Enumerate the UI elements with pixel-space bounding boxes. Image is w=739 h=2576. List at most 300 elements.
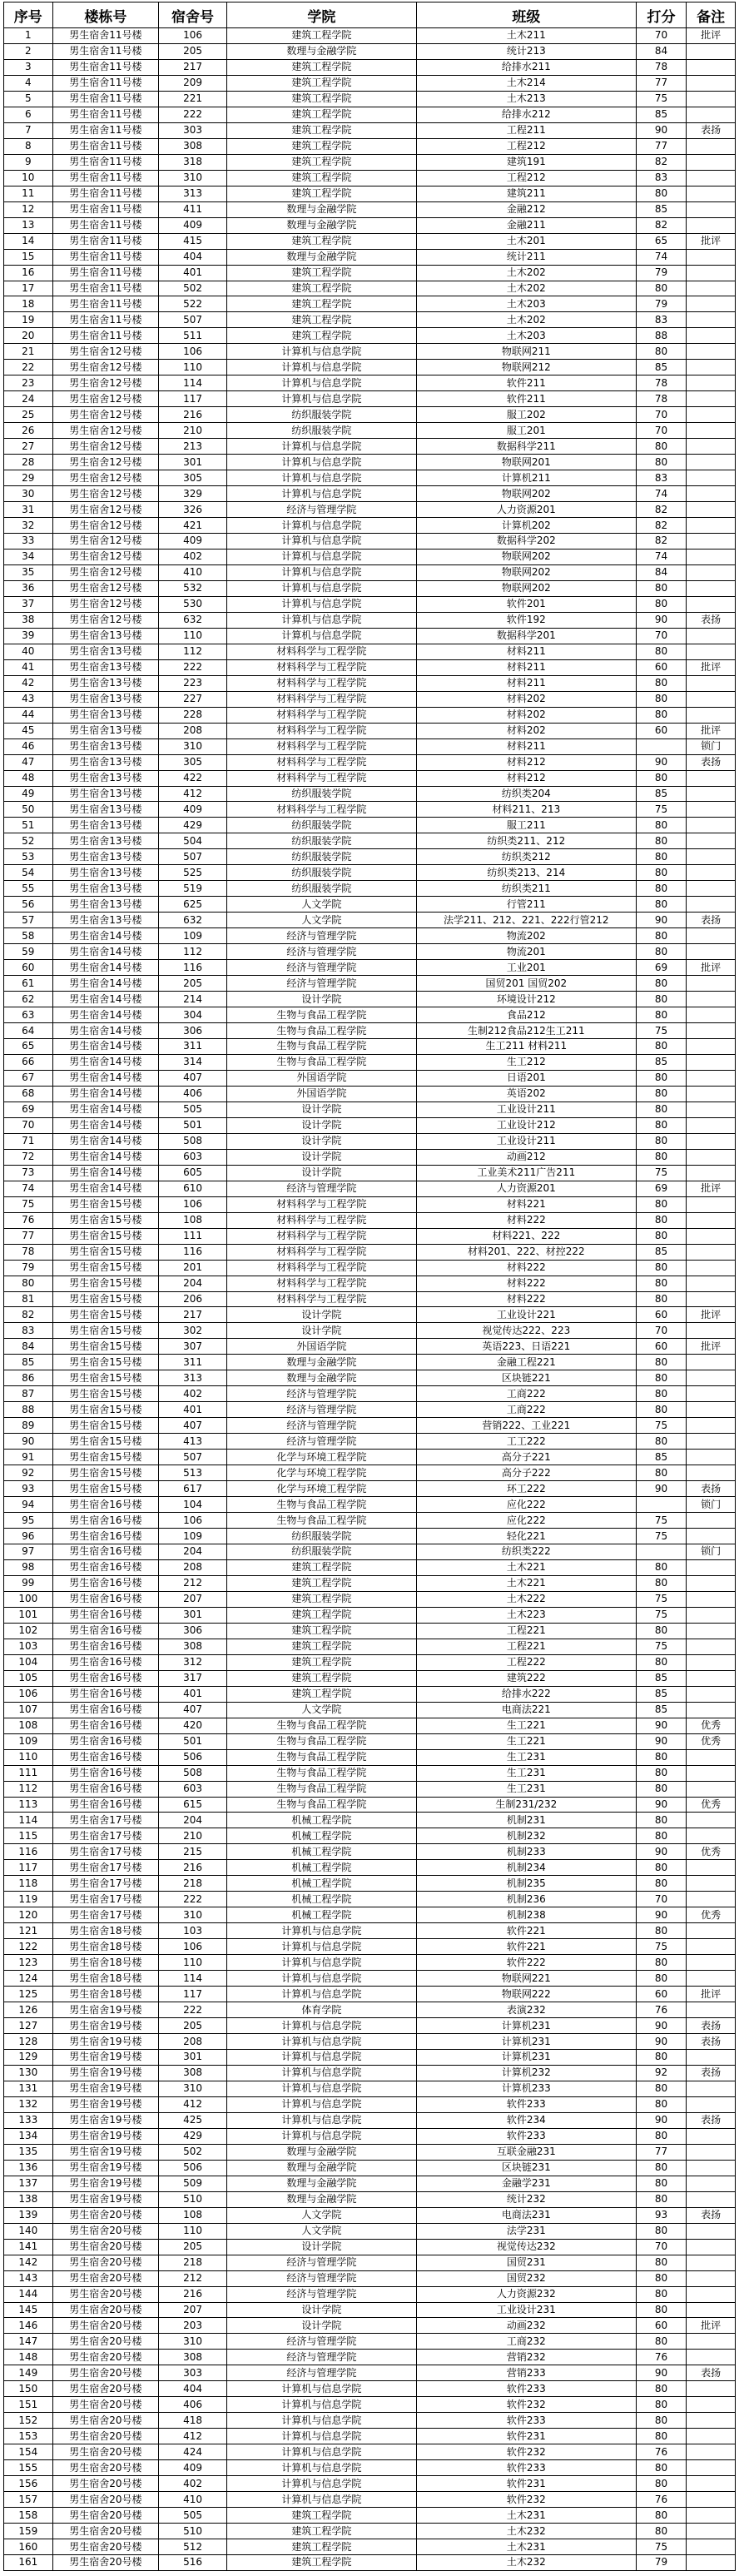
cell-index: 130 — [4, 2065, 53, 2081]
header-remark: 备注 — [687, 2, 736, 28]
cell-building: 男生宿舍13号楼 — [52, 628, 159, 644]
cell-score: 60 — [636, 1339, 687, 1355]
cell-index: 93 — [4, 1481, 53, 1497]
table-row — [4, 2476, 736, 2492]
cell-class: 材料211 — [416, 675, 636, 691]
cell-index: 32 — [4, 518, 53, 534]
table-row — [4, 1086, 736, 1102]
cell-room: 311 — [159, 1039, 227, 1055]
cell-remark — [687, 328, 736, 344]
cell-remark — [687, 2050, 736, 2066]
cell-building: 男生宿舍12号楼 — [52, 360, 159, 375]
cell-score: 90 — [636, 2365, 687, 2381]
cell-index: 22 — [4, 360, 53, 375]
cell-index: 33 — [4, 534, 53, 550]
cell-score: 80 — [636, 2160, 687, 2176]
table-row — [4, 1117, 736, 1133]
table-row — [4, 928, 736, 944]
cell-remark — [687, 564, 736, 580]
table-row — [4, 1039, 736, 1055]
cell-room: 516 — [159, 2555, 227, 2571]
cell-room: 407 — [159, 1702, 227, 1718]
cell-building: 男生宿舍18号楼 — [52, 1923, 159, 1939]
cell-class: 土木231 — [416, 2539, 636, 2555]
cell-room: 308 — [159, 1639, 227, 1654]
table-row — [4, 2255, 736, 2270]
cell-index: 1 — [4, 28, 53, 44]
table-row — [4, 691, 736, 707]
cell-class: 机制234 — [416, 1860, 636, 1876]
cell-building: 男生宿舍19号楼 — [52, 2050, 159, 2066]
cell-score: 75 — [636, 1418, 687, 1434]
cell-building: 男生宿舍16号楼 — [52, 1733, 159, 1749]
cell-score: 70 — [636, 423, 687, 439]
cell-room: 112 — [159, 944, 227, 960]
cell-score: 85 — [636, 1244, 687, 1260]
table-row — [4, 375, 736, 391]
table-row — [4, 612, 736, 628]
cell-score: 80 — [636, 2223, 687, 2239]
cell-building: 男生宿舍12号楼 — [52, 549, 159, 564]
cell-class: 土木202 — [416, 281, 636, 296]
cell-index: 66 — [4, 1054, 53, 1070]
cell-index: 142 — [4, 2255, 53, 2270]
cell-score: 80 — [636, 1370, 687, 1386]
cell-remark: 优秀 — [687, 1718, 736, 1733]
cell-building: 男生宿舍19号楼 — [52, 2144, 159, 2160]
cell-building: 男生宿舍20号楼 — [52, 2286, 159, 2302]
cell-score: 78 — [636, 391, 687, 407]
cell-college: 材料科学与工程学院 — [226, 1212, 416, 1228]
cell-remark — [687, 881, 736, 897]
cell-class: 软件231 — [416, 2476, 636, 2492]
cell-college: 生物与食品工程学院 — [226, 1497, 416, 1513]
table-row — [4, 2002, 736, 2018]
cell-class: 物联网201 — [416, 455, 636, 470]
cell-building: 男生宿舍16号楼 — [52, 1718, 159, 1733]
cell-room: 406 — [159, 1086, 227, 1102]
cell-score: 80 — [636, 1070, 687, 1086]
cell-score: 90 — [636, 2034, 687, 2050]
cell-building: 男生宿舍13号楼 — [52, 675, 159, 691]
cell-class: 土木221 — [416, 1559, 636, 1575]
cell-index: 127 — [4, 2018, 53, 2034]
cell-index: 23 — [4, 375, 53, 391]
cell-index: 116 — [4, 1844, 53, 1860]
cell-class: 土木202 — [416, 265, 636, 281]
cell-building: 男生宿舍20号楼 — [52, 2476, 159, 2492]
cell-remark — [687, 2334, 736, 2350]
cell-score: 80 — [636, 865, 687, 881]
cell-remark — [687, 1860, 736, 1876]
cell-class: 给排水212 — [416, 107, 636, 122]
cell-class: 建筑222 — [416, 1670, 636, 1686]
table-row — [4, 2508, 736, 2524]
cell-building: 男生宿舍11号楼 — [52, 28, 159, 44]
cell-room: 306 — [159, 1023, 227, 1039]
cell-college: 材料科学与工程学院 — [226, 1276, 416, 1291]
cell-class: 软件222 — [416, 1955, 636, 1971]
cell-class: 工程221 — [416, 1639, 636, 1654]
cell-class: 给排水211 — [416, 59, 636, 75]
cell-index: 118 — [4, 1876, 53, 1892]
cell-building: 男生宿舍12号楼 — [52, 391, 159, 407]
cell-index: 152 — [4, 2413, 53, 2429]
cell-room: 206 — [159, 1291, 227, 1307]
cell-class: 工工222 — [416, 1434, 636, 1450]
table-row — [4, 644, 736, 659]
cell-room: 412 — [159, 2096, 227, 2112]
cell-room: 424 — [159, 2444, 227, 2460]
table-row — [4, 897, 736, 913]
cell-building: 男生宿舍11号楼 — [52, 201, 159, 217]
cell-room: 110 — [159, 1955, 227, 1971]
cell-building: 男生宿舍20号楼 — [52, 2397, 159, 2413]
header-index: 序号 — [4, 2, 53, 28]
cell-score: 75 — [636, 802, 687, 818]
header-college: 学院 — [226, 2, 416, 28]
cell-room: 313 — [159, 1370, 227, 1386]
cell-remark — [687, 2413, 736, 2429]
table-row — [4, 1923, 736, 1939]
cell-college: 数理与金融学院 — [226, 2160, 416, 2176]
table-row — [4, 2318, 736, 2334]
cell-remark — [687, 1039, 736, 1055]
cell-room: 306 — [159, 1623, 227, 1639]
cell-college: 建筑工程学院 — [226, 122, 416, 138]
cell-score: 75 — [636, 1939, 687, 1955]
table-row — [4, 2191, 736, 2207]
cell-room: 114 — [159, 375, 227, 391]
cell-remark — [687, 486, 736, 502]
cell-remark — [687, 1529, 736, 1544]
cell-index: 111 — [4, 1765, 53, 1781]
cell-college: 材料科学与工程学院 — [226, 1196, 416, 1212]
cell-remark — [687, 1291, 736, 1307]
cell-class: 软件221 — [416, 1939, 636, 1955]
cell-index: 112 — [4, 1781, 53, 1797]
cell-college: 生物与食品工程学院 — [226, 1797, 416, 1813]
cell-score: 75 — [636, 2539, 687, 2555]
cell-score: 80 — [636, 976, 687, 992]
table-row — [4, 154, 736, 170]
table-row — [4, 2176, 736, 2191]
table-row — [4, 1276, 736, 1291]
cell-room: 213 — [159, 439, 227, 455]
cell-remark — [687, 154, 736, 170]
cell-remark — [687, 1465, 736, 1481]
cell-class: 材料202 — [416, 723, 636, 738]
cell-room: 205 — [159, 976, 227, 992]
cell-room: 429 — [159, 818, 227, 833]
cell-class: 计算机232 — [416, 2065, 636, 2081]
cell-college: 计算机与信息学院 — [226, 2476, 416, 2492]
table-row — [4, 2270, 736, 2286]
cell-score: 80 — [636, 2096, 687, 2112]
cell-remark: 批评 — [687, 960, 736, 976]
cell-index: 89 — [4, 1418, 53, 1434]
cell-remark — [687, 439, 736, 455]
cell-score: 70 — [636, 407, 687, 423]
cell-college: 建筑工程学院 — [226, 186, 416, 201]
cell-remark — [687, 2096, 736, 2112]
cell-college: 设计学院 — [226, 992, 416, 1007]
cell-index: 90 — [4, 1434, 53, 1450]
table-row — [4, 1797, 736, 1813]
table-row — [4, 75, 736, 91]
cell-index: 96 — [4, 1529, 53, 1544]
cell-building: 男生宿舍17号楼 — [52, 1860, 159, 1876]
cell-index: 117 — [4, 1860, 53, 1876]
cell-remark: 表扬 — [687, 1481, 736, 1497]
cell-room: 402 — [159, 1386, 227, 1402]
cell-college: 外国语学院 — [226, 1086, 416, 1102]
cell-remark — [687, 1828, 736, 1844]
cell-room: 326 — [159, 502, 227, 518]
cell-score: 80 — [636, 833, 687, 849]
cell-building: 男生宿舍12号楼 — [52, 344, 159, 360]
cell-remark — [687, 596, 736, 612]
cell-score: 80 — [636, 1086, 687, 1102]
cell-index: 147 — [4, 2334, 53, 2350]
cell-room: 109 — [159, 1529, 227, 1544]
table-row — [4, 2460, 736, 2476]
cell-college: 生物与食品工程学院 — [226, 1765, 416, 1781]
cell-college: 生物与食品工程学院 — [226, 1781, 416, 1797]
cell-index: 145 — [4, 2302, 53, 2318]
cell-room: 505 — [159, 2508, 227, 2524]
cell-building: 男生宿舍11号楼 — [52, 170, 159, 186]
cell-class: 软件233 — [416, 2381, 636, 2397]
cell-score: 80 — [636, 2460, 687, 2476]
cell-room: 205 — [159, 2018, 227, 2034]
cell-building: 男生宿舍18号楼 — [52, 1939, 159, 1955]
table-row — [4, 1339, 736, 1355]
cell-room: 510 — [159, 2524, 227, 2539]
cell-room: 106 — [159, 1196, 227, 1212]
cell-college: 纺织服装学院 — [226, 833, 416, 849]
cell-remark — [687, 628, 736, 644]
cell-class: 英语223、日语221 — [416, 1339, 636, 1355]
cell-score: 90 — [636, 754, 687, 770]
cell-score: 60 — [636, 659, 687, 675]
cell-class: 纺织类211、212 — [416, 833, 636, 849]
table-row — [4, 2081, 736, 2096]
cell-score: 80 — [636, 2429, 687, 2444]
cell-college: 纺织服装学院 — [226, 818, 416, 833]
cell-index: 26 — [4, 423, 53, 439]
cell-building: 男生宿舍12号楼 — [52, 375, 159, 391]
header-building: 楼栋号 — [52, 2, 159, 28]
cell-room: 507 — [159, 849, 227, 865]
cell-score: 60 — [636, 1307, 687, 1323]
cell-college: 计算机与信息学院 — [226, 2492, 416, 2508]
cell-remark — [687, 992, 736, 1007]
table-row — [4, 596, 736, 612]
cell-college: 经济与管理学院 — [226, 1181, 416, 1196]
cell-college: 机械工程学院 — [226, 1860, 416, 1876]
cell-score: 80 — [636, 1386, 687, 1402]
cell-index: 102 — [4, 1623, 53, 1639]
cell-remark — [687, 644, 736, 659]
cell-college: 计算机与信息学院 — [226, 1955, 416, 1971]
cell-index: 14 — [4, 233, 53, 249]
cell-class: 工程221 — [416, 1623, 636, 1639]
cell-room: 108 — [159, 2207, 227, 2223]
cell-room: 404 — [159, 249, 227, 265]
table-row — [4, 1070, 736, 1086]
cell-room: 114 — [159, 1971, 227, 1987]
cell-score: 80 — [636, 1860, 687, 1876]
cell-index: 157 — [4, 2492, 53, 2508]
cell-index: 58 — [4, 928, 53, 944]
cell-score — [636, 738, 687, 754]
cell-college: 人文学院 — [226, 2207, 416, 2223]
table-row — [4, 1828, 736, 1844]
cell-class: 土木201 — [416, 233, 636, 249]
cell-building: 男生宿舍19号楼 — [52, 2160, 159, 2176]
cell-class: 工业设计212 — [416, 1117, 636, 1133]
cell-building: 男生宿舍11号楼 — [52, 59, 159, 75]
cell-class: 材料221 — [416, 1196, 636, 1212]
cell-index: 73 — [4, 1165, 53, 1181]
cell-college: 纺织服装学院 — [226, 786, 416, 802]
cell-building: 男生宿舍15号楼 — [52, 1355, 159, 1370]
cell-building: 男生宿舍18号楼 — [52, 1955, 159, 1971]
cell-score: 93 — [636, 2207, 687, 2223]
cell-class: 材料212 — [416, 770, 636, 786]
cell-score: 80 — [636, 897, 687, 913]
cell-room: 508 — [159, 1133, 227, 1149]
cell-college: 计算机与信息学院 — [226, 391, 416, 407]
cell-score: 80 — [636, 2255, 687, 2270]
cell-room: 106 — [159, 1939, 227, 1955]
cell-score: 80 — [636, 2397, 687, 2413]
cell-building: 男生宿舍13号楼 — [52, 770, 159, 786]
cell-class: 材料201、222、材控222 — [416, 1244, 636, 1260]
cell-class: 软件232 — [416, 2397, 636, 2413]
cell-score: 80 — [636, 944, 687, 960]
cell-building: 男生宿舍19号楼 — [52, 2191, 159, 2207]
cell-remark: 表扬 — [687, 2065, 736, 2081]
cell-building: 男生宿舍20号楼 — [52, 2508, 159, 2524]
cell-score: 90 — [636, 1907, 687, 1923]
table-row — [4, 1529, 736, 1544]
cell-index: 18 — [4, 296, 53, 312]
table-row — [4, 2397, 736, 2413]
table-row — [4, 1860, 736, 1876]
cell-remark — [687, 2223, 736, 2239]
cell-score: 75 — [636, 91, 687, 107]
cell-index: 144 — [4, 2286, 53, 2302]
cell-building: 男生宿舍19号楼 — [52, 2112, 159, 2128]
cell-score: 80 — [636, 1828, 687, 1844]
cell-remark — [687, 2539, 736, 2555]
cell-room: 205 — [159, 43, 227, 59]
cell-building: 男生宿舍11号楼 — [52, 233, 159, 249]
cell-room: 222 — [159, 659, 227, 675]
cell-score: 69 — [636, 1181, 687, 1196]
cell-remark — [687, 281, 736, 296]
cell-remark — [687, 1133, 736, 1149]
cell-remark — [687, 770, 736, 786]
cell-score: 80 — [636, 1149, 687, 1165]
cell-building: 男生宿舍15号楼 — [52, 1323, 159, 1339]
cell-building: 男生宿舍13号楼 — [52, 849, 159, 865]
cell-room: 318 — [159, 154, 227, 170]
cell-class: 生工221 — [416, 1718, 636, 1733]
cell-index: 114 — [4, 1813, 53, 1828]
cell-class: 动画212 — [416, 1149, 636, 1165]
cell-college: 建筑工程学院 — [226, 296, 416, 312]
cell-remark — [687, 1276, 736, 1291]
cell-remark — [687, 2191, 736, 2207]
table-row — [4, 455, 736, 470]
cell-remark — [687, 1450, 736, 1465]
cell-class: 人力资源201 — [416, 1181, 636, 1196]
cell-room: 501 — [159, 1733, 227, 1749]
cell-index: 50 — [4, 802, 53, 818]
cell-index: 30 — [4, 486, 53, 502]
table-row — [4, 849, 736, 865]
cell-building: 男生宿舍13号楼 — [52, 865, 159, 881]
cell-class: 互联金融231 — [416, 2144, 636, 2160]
cell-remark — [687, 1007, 736, 1023]
cell-building: 男生宿舍14号楼 — [52, 1102, 159, 1117]
cell-building: 男生宿舍14号楼 — [52, 1133, 159, 1149]
cell-building: 男生宿舍16号楼 — [52, 1781, 159, 1797]
cell-room: 310 — [159, 738, 227, 754]
cell-college: 经济与管理学院 — [226, 944, 416, 960]
cell-college: 化学与环境工程学院 — [226, 1465, 416, 1481]
cell-building: 男生宿舍11号楼 — [52, 43, 159, 59]
cell-score: 77 — [636, 75, 687, 91]
table-row — [4, 1876, 736, 1892]
cell-room: 502 — [159, 2144, 227, 2160]
cell-college: 设计学院 — [226, 2302, 416, 2318]
cell-class: 土木232 — [416, 2555, 636, 2571]
cell-remark — [687, 1892, 736, 1907]
cell-score: 77 — [636, 138, 687, 154]
cell-class: 服工211 — [416, 818, 636, 833]
cell-remark: 表扬 — [687, 2034, 736, 2050]
table-row — [4, 2112, 736, 2128]
cell-index: 42 — [4, 675, 53, 691]
cell-room: 201 — [159, 1260, 227, 1276]
cell-class: 电商法221 — [416, 1702, 636, 1718]
cell-remark — [687, 423, 736, 439]
cell-building: 男生宿舍20号楼 — [52, 2381, 159, 2397]
cell-class: 软件233 — [416, 2460, 636, 2476]
cell-class: 计算机231 — [416, 2018, 636, 2034]
cell-room: 216 — [159, 1860, 227, 1876]
cell-building: 男生宿舍12号楼 — [52, 455, 159, 470]
cell-building: 男生宿舍15号楼 — [52, 1212, 159, 1228]
cell-room: 610 — [159, 1181, 227, 1196]
cell-building: 男生宿舍19号楼 — [52, 2081, 159, 2096]
cell-college: 计算机与信息学院 — [226, 534, 416, 550]
cell-remark: 批评 — [687, 723, 736, 738]
cell-building: 男生宿舍15号楼 — [52, 1418, 159, 1434]
table-row — [4, 2555, 736, 2571]
table-row — [4, 564, 736, 580]
cell-building: 男生宿舍15号楼 — [52, 1402, 159, 1418]
cell-room: 401 — [159, 265, 227, 281]
cell-room: 312 — [159, 1654, 227, 1670]
table-row — [4, 1907, 736, 1923]
cell-class: 营销222、工业221 — [416, 1418, 636, 1434]
cell-index: 60 — [4, 960, 53, 976]
